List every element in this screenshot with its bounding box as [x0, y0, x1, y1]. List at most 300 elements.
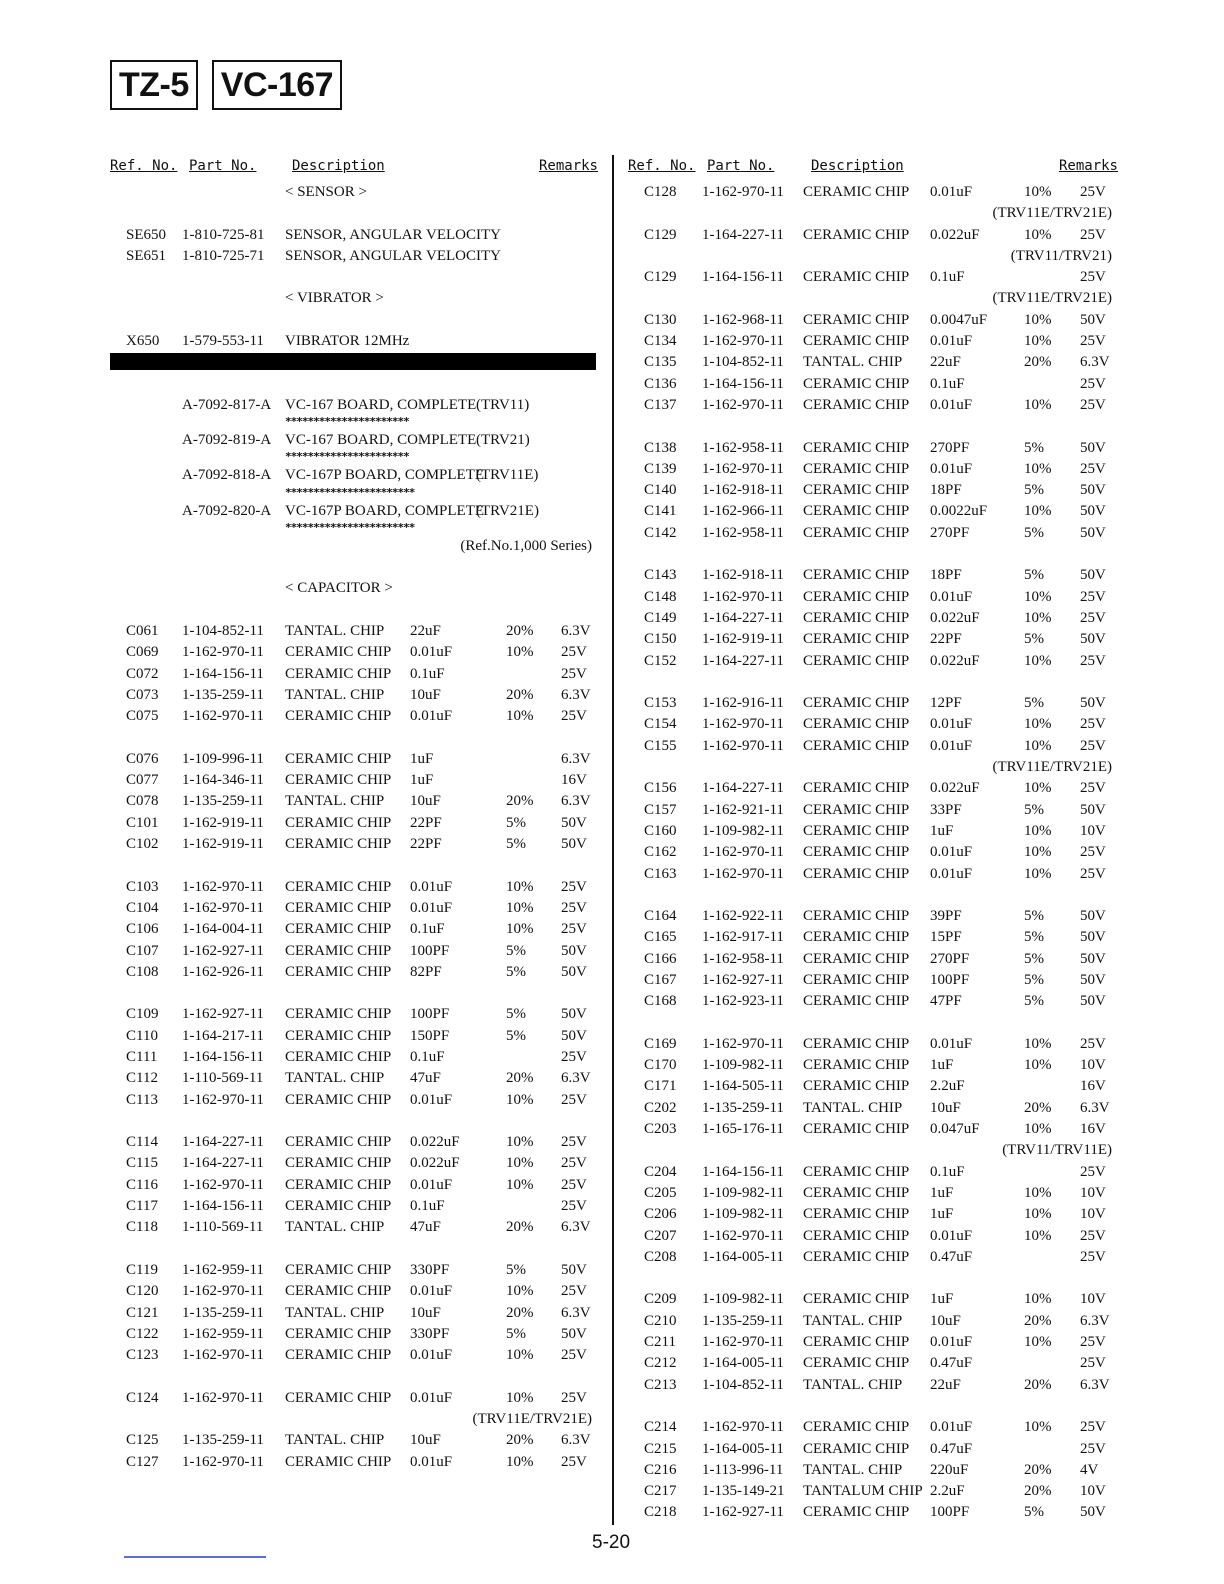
remark-text: (TRV11E/TRV21E) — [992, 290, 1112, 307]
part-number: 1-109-982-11 — [702, 1057, 784, 1074]
voltage: 6.3V — [1080, 354, 1110, 371]
voltage: 50V — [561, 1325, 587, 1342]
description: CERAMIC CHIP — [803, 908, 910, 925]
description: TANTAL. CHIP — [285, 686, 385, 703]
ref-number: C217 — [644, 1483, 677, 1500]
tolerance: 10% — [1024, 844, 1052, 861]
asterisk-rule — [110, 416, 598, 430]
board-row — [110, 465, 598, 486]
part-row — [110, 1452, 598, 1473]
value: 0.01uF — [930, 1035, 973, 1052]
ref-number: C162 — [644, 844, 677, 861]
part-row — [628, 352, 1118, 373]
value: 0.01uF — [410, 1176, 453, 1193]
voltage: 25V — [1080, 1227, 1106, 1244]
board-row — [110, 430, 598, 451]
part-number: 1-162-927-11 — [702, 1504, 784, 1521]
voltage: 25V — [1080, 396, 1106, 413]
voltage: 25V — [1080, 269, 1106, 286]
section-title — [110, 578, 598, 599]
spacer — [110, 1111, 598, 1132]
voltage: 25V — [1080, 780, 1106, 797]
value: 0.0022uF — [930, 503, 988, 520]
description: CERAMIC CHIP — [803, 1121, 910, 1138]
part-row — [628, 310, 1118, 331]
part-row — [628, 778, 1118, 799]
value: 22uF — [410, 623, 441, 640]
model-label-vc167: VC-167 — [212, 60, 342, 110]
ref-number: C208 — [644, 1248, 677, 1265]
value: 0.022uF — [410, 1155, 460, 1172]
part-number: A-7092-820-A — [182, 502, 272, 519]
tolerance: 5% — [1024, 929, 1044, 946]
value: 0.022uF — [410, 1134, 460, 1151]
part-number: 1-162-919-11 — [702, 631, 784, 648]
tolerance: 10% — [1024, 226, 1052, 243]
ref-number: C170 — [644, 1057, 677, 1074]
voltage: 50V — [1080, 950, 1106, 967]
ref-number: C078 — [126, 793, 159, 810]
part-row — [110, 791, 598, 812]
description: VC-167P BOARD, COMPLETE — [285, 502, 485, 519]
value: 0.01uF — [930, 1227, 973, 1244]
parts-list-right — [628, 182, 1118, 1524]
value: 0.01uF — [930, 844, 973, 861]
voltage: 25V — [561, 644, 587, 661]
value: 330PF — [410, 1261, 450, 1278]
part-row — [628, 629, 1118, 650]
voltage: 25V — [561, 1389, 587, 1406]
footer-rule — [124, 1556, 266, 1558]
value: 47uF — [410, 1070, 441, 1087]
tolerance: 10% — [506, 708, 534, 725]
ref-number: C115 — [126, 1155, 158, 1172]
ref-number: C077 — [126, 772, 159, 789]
ref-number: C076 — [126, 750, 159, 767]
part-row — [628, 501, 1118, 522]
ref-number: C129 — [644, 269, 677, 286]
value: 270PF — [930, 439, 970, 456]
tolerance: 20% — [506, 686, 534, 703]
voltage: 50V — [1080, 524, 1106, 541]
part-row — [110, 1004, 598, 1025]
ref-number: C143 — [644, 567, 677, 584]
part-row — [110, 1324, 598, 1345]
value: 0.01uF — [930, 865, 973, 882]
value: 0.1uF — [410, 921, 445, 938]
description: CERAMIC CHIP — [803, 929, 910, 946]
voltage: 25V — [561, 1176, 587, 1193]
header-ref-no: Ref. No. — [628, 158, 696, 174]
part-number: 1-164-156-11 — [702, 375, 784, 392]
part-row — [628, 331, 1118, 352]
part-row — [628, 1311, 1118, 1332]
part-row — [628, 736, 1118, 757]
part-number: 1-162-970-11 — [182, 1176, 264, 1193]
voltage: 25V — [561, 1091, 587, 1108]
ref-number: C213 — [644, 1376, 677, 1393]
description: CERAMIC CHIP — [803, 1163, 910, 1180]
tolerance: 10% — [1024, 1227, 1052, 1244]
part-row — [110, 1026, 598, 1047]
tolerance: 10% — [506, 1453, 534, 1470]
description: CERAMIC CHIP — [803, 460, 910, 477]
part-number: 1-162-958-11 — [702, 439, 784, 456]
part-number: 1-109-982-11 — [702, 1291, 784, 1308]
part-row — [110, 621, 598, 642]
part-row — [628, 395, 1118, 416]
part-row — [628, 1034, 1118, 1055]
part-number: 1-109-996-11 — [182, 750, 264, 767]
ref-number: C154 — [644, 716, 677, 733]
tolerance: 5% — [506, 942, 526, 959]
description: CERAMIC CHIP — [803, 1291, 910, 1308]
ref-number: C218 — [644, 1504, 677, 1521]
asterisk-rule — [110, 451, 598, 465]
tolerance: 5% — [1024, 1504, 1044, 1521]
voltage: 50V — [1080, 482, 1106, 499]
part-row — [628, 864, 1118, 885]
tolerance: 5% — [506, 1006, 526, 1023]
tolerance: 10% — [506, 1389, 534, 1406]
remark-note — [628, 246, 1118, 267]
voltage: 25V — [1080, 865, 1106, 882]
part-row — [110, 877, 598, 898]
part-number: 1-164-156-11 — [182, 665, 264, 682]
voltage: 25V — [1080, 1035, 1106, 1052]
part-row — [628, 693, 1118, 714]
tolerance: 20% — [506, 1070, 534, 1087]
value: 10uF — [410, 686, 441, 703]
tolerance: 10% — [1024, 184, 1052, 200]
voltage: 25V — [1080, 609, 1106, 626]
part-row — [628, 1417, 1118, 1438]
value: 2.2uF — [930, 1078, 965, 1095]
part-row — [628, 438, 1118, 459]
value: 0.01uF — [410, 708, 453, 725]
ref-number: C140 — [644, 482, 677, 499]
ref-number: C149 — [644, 609, 677, 626]
header-remarks: Remarks — [1058, 158, 1118, 174]
part-row — [628, 459, 1118, 480]
part-row — [628, 906, 1118, 927]
value: 22PF — [410, 836, 442, 853]
value: 0.01uF — [930, 1334, 973, 1351]
part-number: 1-135-259-11 — [182, 1304, 264, 1321]
part-number: 1-162-919-11 — [182, 836, 264, 853]
part-number: 1-164-505-11 — [702, 1078, 784, 1095]
part-number: 1-109-982-11 — [702, 1184, 784, 1201]
spacer — [628, 1013, 1118, 1034]
spacer — [110, 557, 598, 578]
board-row — [110, 501, 598, 522]
ref-number: C135 — [644, 354, 677, 371]
part-number: 1-109-982-11 — [702, 822, 784, 839]
header-part-no: Part No. — [707, 158, 775, 174]
part-row — [110, 706, 598, 727]
spacer — [110, 983, 598, 1004]
voltage: 50V — [1080, 439, 1106, 456]
ref-number: C156 — [644, 780, 677, 797]
spacer — [628, 1268, 1118, 1289]
value: 0.01uF — [930, 716, 973, 733]
part-number: 1-135-259-11 — [702, 1312, 784, 1329]
value: 1uF — [410, 750, 434, 767]
part-number: 1-162-926-11 — [182, 963, 264, 980]
ref-number: C104 — [126, 899, 159, 916]
value: 47uF — [410, 1219, 441, 1236]
voltage: 25V — [1080, 1334, 1106, 1351]
description: CERAMIC CHIP — [803, 1227, 910, 1244]
part-row — [628, 1247, 1118, 1268]
value: 0.01uF — [410, 1347, 453, 1364]
ref-number: C171 — [644, 1078, 677, 1095]
header-description: Description — [292, 158, 385, 174]
description: CERAMIC CHIP — [285, 963, 392, 980]
tolerance: 20% — [1024, 1376, 1052, 1393]
asterisk-rule — [110, 487, 598, 501]
part-number: 1-162-918-11 — [702, 482, 784, 499]
voltage: 25V — [561, 665, 587, 682]
part-number: A-7092-817-A — [182, 396, 272, 413]
part-row — [110, 898, 598, 919]
value: 1uF — [930, 1057, 954, 1074]
description: CERAMIC CHIP — [803, 716, 910, 733]
value: 15PF — [930, 929, 962, 946]
part-row — [628, 1481, 1118, 1502]
part-number: 1-164-217-11 — [182, 1027, 264, 1044]
part-number: 1-162-970-11 — [702, 184, 784, 200]
description: CERAMIC CHIP — [803, 588, 910, 605]
ref-number: C101 — [126, 814, 159, 831]
value: 0.01uF — [410, 1091, 453, 1108]
value: 270PF — [930, 524, 970, 541]
value: 10uF — [930, 1312, 961, 1329]
asterisk-rule — [110, 522, 598, 536]
part-number: 1-162-970-11 — [182, 1389, 264, 1406]
value: 0.01uF — [410, 644, 453, 661]
part-number: 1-162-970-11 — [702, 1227, 784, 1244]
value: 10uF — [930, 1099, 961, 1116]
description: CERAMIC CHIP — [803, 396, 910, 413]
ref-number: C075 — [126, 708, 159, 725]
section-label: < VIBRATOR > — [285, 290, 384, 307]
tolerance: 10% — [1024, 1035, 1052, 1052]
parts-column-right — [628, 150, 1118, 1524]
ref-number: C112 — [126, 1070, 158, 1087]
tolerance: 10% — [506, 1134, 534, 1151]
spacer — [110, 267, 598, 288]
voltage: 25V — [561, 1283, 587, 1300]
description: CERAMIC CHIP — [285, 878, 392, 895]
voltage: 6.3V — [561, 1304, 591, 1321]
description: TANTAL. CHIP — [285, 623, 385, 640]
part-row — [628, 1055, 1118, 1076]
value: 1uF — [410, 772, 434, 789]
ref-number: C117 — [126, 1198, 158, 1215]
ref-number: C166 — [644, 950, 677, 967]
description: CERAMIC CHIP — [285, 665, 392, 682]
value: 270PF — [930, 950, 970, 967]
ref-number: C167 — [644, 971, 677, 988]
part-row — [110, 1260, 598, 1281]
part-number: 1-164-005-11 — [702, 1355, 784, 1372]
value: 1uF — [930, 1291, 954, 1308]
value: 18PF — [930, 567, 962, 584]
part-number: 1-164-227-11 — [702, 652, 784, 669]
value: 18PF — [930, 482, 962, 499]
voltage: 25V — [1080, 226, 1106, 243]
part-number: 1-162-970-11 — [182, 899, 264, 916]
tolerance: 10% — [506, 1283, 534, 1300]
part-number: 1-164-346-11 — [182, 772, 264, 789]
part-number: 1-110-569-11 — [182, 1070, 264, 1087]
value: 220uF — [930, 1461, 969, 1478]
description: CERAMIC CHIP — [803, 971, 910, 988]
tolerance: 10% — [1024, 1184, 1052, 1201]
value: 100PF — [930, 1504, 970, 1521]
voltage: 25V — [1080, 588, 1106, 605]
tolerance: 5% — [1024, 631, 1044, 648]
header-remarks: Remarks — [538, 158, 598, 174]
voltage: 50V — [1080, 311, 1106, 328]
voltage: 50V — [1080, 908, 1106, 925]
description: CERAMIC CHIP — [285, 1155, 392, 1172]
part-row — [628, 523, 1118, 544]
part-row — [110, 1281, 598, 1302]
value: 0.47uF — [930, 1440, 973, 1457]
part-row — [628, 1375, 1118, 1396]
part-row — [628, 1183, 1118, 1204]
value: 0.1uF — [410, 1048, 445, 1065]
part-row — [628, 1162, 1118, 1183]
tolerance: 10% — [1024, 737, 1052, 754]
ref-number: C072 — [126, 665, 159, 682]
part-number: 1-162-970-11 — [702, 588, 784, 605]
description: CERAMIC CHIP — [803, 269, 910, 286]
tolerance: 10% — [1024, 822, 1052, 839]
ref-number: C216 — [644, 1461, 677, 1478]
part-row — [628, 714, 1118, 735]
description: CERAMIC CHIP — [285, 1283, 392, 1300]
description: CERAMIC CHIP — [803, 695, 910, 712]
ref-number: C130 — [644, 311, 677, 328]
part-number: 1-162-968-11 — [702, 311, 784, 328]
description: CERAMIC CHIP — [803, 1248, 910, 1265]
asterisk-line: ********************** — [285, 414, 409, 428]
value: 39PF — [930, 908, 962, 925]
part-number: 1-162-970-11 — [182, 1347, 264, 1364]
ref-number: C134 — [644, 333, 677, 350]
part-row — [628, 927, 1118, 948]
spacer — [110, 373, 598, 394]
tolerance: 20% — [1024, 1099, 1052, 1116]
model-label-tz5: TZ-5 — [110, 60, 198, 110]
description: CERAMIC CHIP — [285, 1027, 392, 1044]
part-number: 1-164-227-11 — [702, 609, 784, 626]
tolerance: 5% — [506, 1261, 526, 1278]
part-number: 1-162-919-11 — [182, 814, 264, 831]
voltage: 6.3V — [561, 793, 591, 810]
tolerance: 10% — [1024, 609, 1052, 626]
value: 0.022uF — [930, 780, 980, 797]
ref-number: C061 — [126, 623, 159, 640]
part-row — [110, 1090, 598, 1111]
tolerance: 5% — [1024, 801, 1044, 818]
description: CERAMIC CHIP — [285, 836, 392, 853]
remark-note — [110, 1409, 598, 1430]
ref-number: C202 — [644, 1099, 677, 1116]
part-row — [628, 1076, 1118, 1097]
part-row — [110, 664, 598, 685]
ref-number: C160 — [644, 822, 677, 839]
description: CERAMIC CHIP — [803, 865, 910, 882]
ref-number: C141 — [644, 503, 677, 520]
description: CERAMIC CHIP — [285, 708, 392, 725]
tolerance: 10% — [1024, 311, 1052, 328]
value: 33PF — [930, 801, 962, 818]
voltage: 10V — [1080, 1184, 1106, 1201]
ref-number: C110 — [126, 1027, 158, 1044]
value: 10uF — [410, 1432, 441, 1449]
voltage: 25V — [1080, 375, 1106, 392]
description: CERAMIC CHIP — [803, 631, 910, 648]
voltage: 50V — [1080, 1504, 1106, 1521]
value: 0.01uF — [930, 737, 973, 754]
part-row — [628, 267, 1118, 288]
description: TANTAL. CHIP — [803, 1461, 903, 1478]
voltage: 25V — [1080, 460, 1106, 477]
voltage: 50V — [1080, 993, 1106, 1010]
voltage: 25V — [1080, 1419, 1106, 1436]
part-row — [110, 1303, 598, 1324]
part-row — [628, 991, 1118, 1012]
part-number: 1-162-927-11 — [702, 971, 784, 988]
part-number: 1-162-923-11 — [702, 993, 784, 1010]
part-number: 1-162-966-11 — [702, 503, 784, 520]
description: CERAMIC CHIP — [803, 1419, 910, 1436]
part-number: 1-162-970-11 — [182, 644, 264, 661]
description: CERAMIC CHIP — [803, 1035, 910, 1052]
description: CERAMIC CHIP — [285, 1048, 392, 1065]
value: 22uF — [930, 1376, 961, 1393]
part-number: 1-104-852-11 — [182, 623, 264, 640]
voltage: 4V — [1080, 1461, 1099, 1478]
ref-number: C129 — [644, 226, 677, 243]
spacer — [110, 600, 598, 621]
tolerance: 10% — [506, 899, 534, 916]
description: CERAMIC CHIP — [285, 1091, 392, 1108]
spacer — [110, 1239, 598, 1260]
voltage: 16V — [1080, 1121, 1106, 1138]
value: 1uF — [930, 1184, 954, 1201]
remark-text: (TRV11/TRV21) — [1010, 247, 1112, 264]
header-ref-no: Ref. No. — [110, 158, 178, 174]
tolerance: 10% — [1024, 503, 1052, 520]
value: 0.01uF — [930, 1419, 973, 1436]
ref-number: C109 — [126, 1006, 159, 1023]
remark-note — [628, 288, 1118, 309]
ref-number: C164 — [644, 908, 677, 925]
part-number: 1-162-970-11 — [182, 1091, 264, 1108]
remark-note — [628, 1140, 1118, 1161]
part-number: 1-162-970-11 — [182, 708, 264, 725]
voltage: 25V — [561, 1155, 587, 1172]
ref-number: C204 — [644, 1163, 677, 1180]
tolerance: 20% — [1024, 1483, 1052, 1500]
ref-number: C073 — [126, 686, 159, 703]
part-number: 1-165-176-11 — [702, 1121, 784, 1138]
